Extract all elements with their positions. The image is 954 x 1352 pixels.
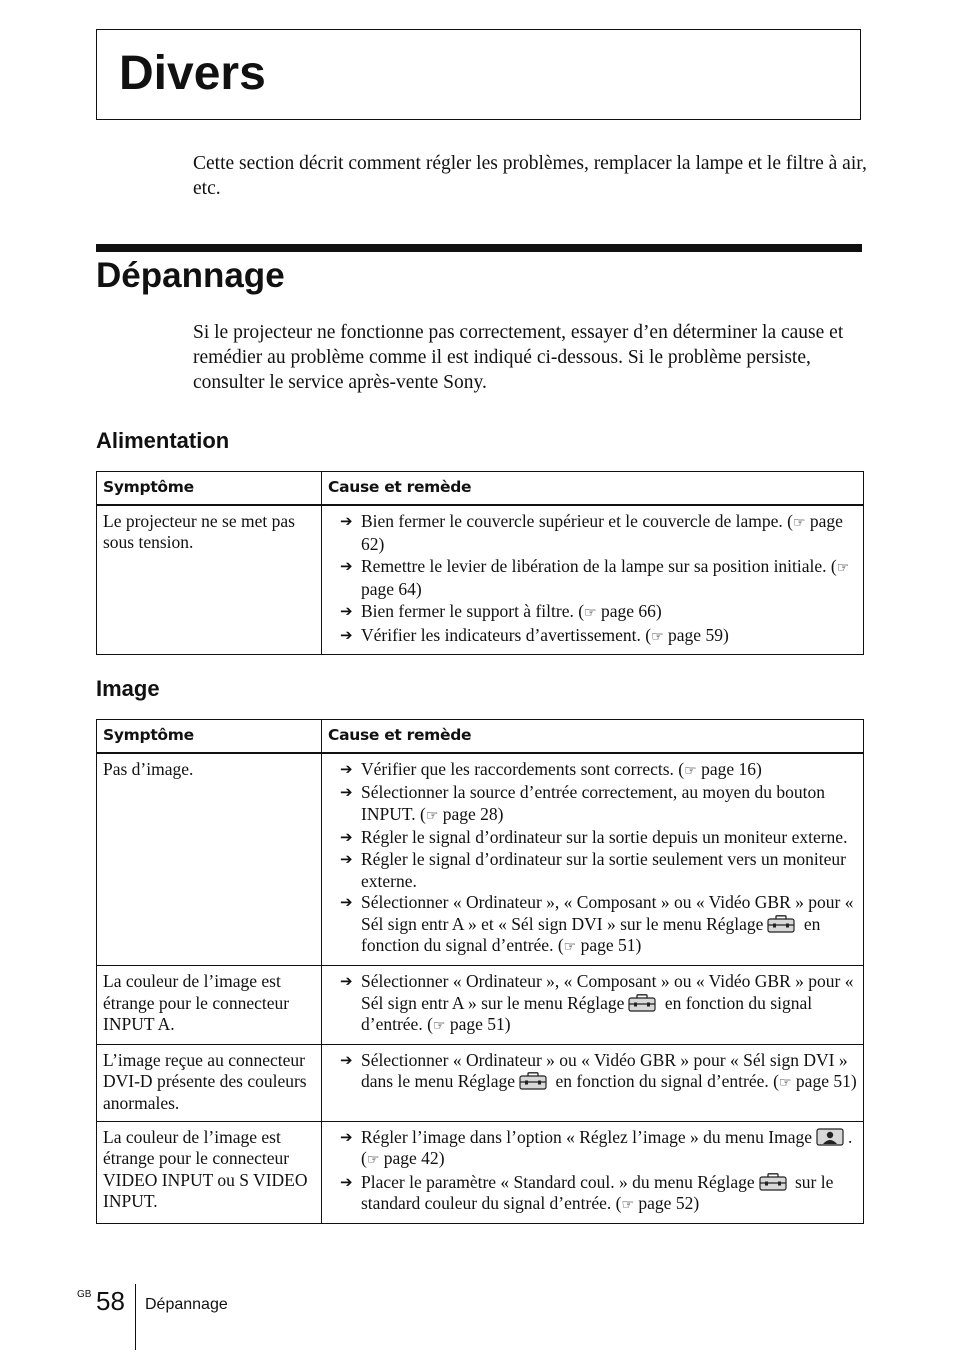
setup-menu-icon <box>759 1173 787 1191</box>
remedy-text: ) <box>415 579 422 600</box>
remedy-text: en fonction du signal d’entrée. ( <box>551 1071 779 1092</box>
remedy-item <box>340 1127 857 1172</box>
arrow-icon: ➔ <box>340 759 353 778</box>
remedy-text: Sélectionner la source d’entrée correctement, au moyen du bouton INPUT. ( <box>361 782 826 824</box>
remedy-text: ) <box>755 758 762 779</box>
remedy-text: Régler le signal d’ordinateur sur la sortie seulement vers un moniteur externe. <box>361 848 847 891</box>
page-reference-icon: ☞ <box>584 604 597 621</box>
remedy-text: Régler le signal d’ordinateur sur la sortie depuis un moniteur externe. <box>361 827 848 848</box>
arrow-icon: ➔ <box>340 601 353 620</box>
arrow-icon: ➔ <box>340 556 353 575</box>
page-reference: page 66 <box>600 600 656 621</box>
remedy-text: Sélectionner « Ordinateur », « Composant » ou « Vidéo GBR » pour « Sél sign entr A » sur le menu Réglage <box>361 970 854 1013</box>
page-reference-icon: ☞ <box>563 939 577 956</box>
remedy-item <box>340 849 857 892</box>
remedy-text: . ( <box>361 1126 853 1169</box>
page-reference-icon: ☞ <box>836 559 850 576</box>
setup-menu-icon <box>628 994 656 1012</box>
cause-cell <box>322 965 864 1044</box>
table-header-row <box>97 720 864 753</box>
subsection-heading-alimentation: Alimentation <box>96 428 230 453</box>
remedy-text: Placer le paramètre « Standard coul. » du menu Réglage <box>361 1171 755 1192</box>
remedy-text: ) <box>693 1193 700 1214</box>
remedy-text: Sélectionner « Ordinateur », « Composant » ou « Vidéo GBR » pour « Sél sign entr A » et « Sél sign DVI » sur le menu Réglage <box>361 892 854 934</box>
arrow-icon: ➔ <box>340 828 353 847</box>
footer-divider <box>135 1284 136 1350</box>
troubleshooting-table-image <box>96 719 864 1224</box>
remedy-text: Vérifier les indicateurs d’avertissement. ( <box>361 624 652 645</box>
remedy-text: Sélectionner « Ordinateur » ou « Vidéo GBR » pour « Sél sign DVI » dans le menu Réglage <box>361 1049 848 1092</box>
arrow-icon: ➔ <box>340 849 353 868</box>
remedy-text: Remettre le levier de libération de la lampe sur sa position initiale. ( <box>361 555 837 576</box>
page-reference: page 51 <box>449 1014 505 1035</box>
setup-menu-icon <box>767 915 795 933</box>
remedy-text: sur le standard couleur du signal d’entrée. ( <box>361 1171 834 1214</box>
remedy-text: en fonction du signal d’entrée. ( <box>361 913 821 956</box>
cause-cell <box>322 1044 864 1121</box>
page-reference-icon: ☞ <box>684 762 697 779</box>
remedy-text: ) <box>497 803 504 824</box>
column-header-symptom: Symptôme <box>97 720 322 753</box>
column-header-symptom: Symptôme <box>97 472 322 505</box>
symptom-cell: Le projecteur ne se met pas sous tension. <box>97 505 322 655</box>
symptom-cell: La couleur de l’image est étrange pour le connecteur VIDEO INPUT ou S VIDEO INPUT. <box>97 1121 322 1223</box>
page-reference: page 59 <box>668 624 723 645</box>
remedy-item <box>340 759 857 783</box>
symptom-cell: Pas d’image. <box>97 753 322 966</box>
page-reference: page 52 <box>638 1193 694 1214</box>
page-reference: page 62 <box>361 510 843 555</box>
remedy-item <box>340 556 857 601</box>
footer-region-code: GB <box>77 1289 92 1300</box>
remedy-text: ) <box>850 1071 857 1092</box>
subsection-heading-image: Image <box>96 676 160 701</box>
remedy-text: ) <box>438 1148 445 1169</box>
remedy-item <box>340 827 857 849</box>
arrow-icon: ➔ <box>340 1172 353 1191</box>
table-row <box>97 505 864 655</box>
remedy-text: ) <box>655 600 662 621</box>
section-paragraph: Si le projecteur ne fonctionne pas correctement, essayer d’en déterminer la cause et remédier au problème comme il est indiqué ci-dessous. Si le problème persiste, consulter le service après-vente Sony. <box>193 322 844 393</box>
page-reference-icon: ☞ <box>792 514 806 531</box>
page-reference-icon: ☞ <box>778 1075 792 1092</box>
remedy-item <box>340 601 857 625</box>
page-reference: page 42 <box>383 1148 439 1169</box>
table-row <box>97 965 864 1044</box>
table-row <box>97 1044 864 1121</box>
arrow-icon: ➔ <box>340 625 353 644</box>
picture-menu-icon <box>816 1128 844 1146</box>
chapter-title-box <box>96 29 861 120</box>
section-rule <box>96 244 862 252</box>
arrow-icon: ➔ <box>340 1050 353 1069</box>
page-reference-icon: ☞ <box>432 1018 446 1035</box>
symptom-cell: L’image reçue au connecteur DVI-D présente des couleurs anormales. <box>97 1044 322 1121</box>
table-header-row <box>97 472 864 505</box>
page-reference: page 28 <box>442 803 498 824</box>
remedy-text: ) <box>722 624 729 645</box>
page-reference: page 64 <box>361 579 416 600</box>
remedy-text: ) <box>504 1014 511 1035</box>
remedy-text: Régler l’image dans l’option « Réglez l’image » du menu Image <box>361 1126 812 1147</box>
chapter-intro: Cette section décrit comment régler les problèmes, remplacer la lampe et le filtre à air, etc. <box>193 153 867 199</box>
arrow-icon: ➔ <box>340 971 353 990</box>
table-row <box>97 753 864 966</box>
setup-menu-icon <box>519 1072 547 1090</box>
cause-cell <box>322 753 864 966</box>
remedy-text: en fonction du signal d’entrée. ( <box>361 992 813 1035</box>
remedy-text: Bien fermer le couvercle supérieur et le couvercle de lampe. ( <box>361 510 793 531</box>
remedy-item <box>340 1172 857 1217</box>
remedy-item <box>340 511 857 556</box>
column-header-cause: Cause et remède <box>322 472 864 505</box>
troubleshooting-table-alimentation <box>96 471 864 655</box>
column-header-cause: Cause et remède <box>322 720 864 753</box>
cause-cell <box>322 1121 864 1223</box>
footer-section-name: Dépannage <box>145 1296 228 1313</box>
footer-page-number: 58 <box>96 1286 125 1316</box>
section-heading: Dépannage <box>96 256 285 295</box>
arrow-icon: ➔ <box>340 783 353 802</box>
remedy-item <box>340 1050 857 1095</box>
remedy-text: ) <box>635 935 642 956</box>
page-reference-icon: ☞ <box>621 1197 635 1214</box>
table-row <box>97 1121 864 1223</box>
page-reference-icon: ☞ <box>425 807 439 824</box>
remedy-item <box>340 625 857 649</box>
remedy-item <box>340 782 857 827</box>
arrow-icon: ➔ <box>340 1127 353 1146</box>
page-reference: page 51 <box>795 1071 851 1092</box>
remedy-item <box>340 971 857 1038</box>
page-reference: page 51 <box>580 935 636 956</box>
arrow-icon: ➔ <box>340 893 353 912</box>
chapter-title: Divers <box>119 47 266 100</box>
remedy-text: Bien fermer le support à filtre. ( <box>361 600 585 621</box>
page-reference: page 16 <box>701 758 756 779</box>
remedy-item <box>340 892 857 959</box>
arrow-icon: ➔ <box>340 511 353 530</box>
cause-cell <box>322 505 864 655</box>
remedy-text: Vérifier que les raccordements sont corrects. ( <box>361 758 685 779</box>
remedy-text: ) <box>378 534 385 555</box>
symptom-cell: La couleur de l’image est étrange pour le connecteur INPUT A. <box>97 965 322 1044</box>
page-reference-icon: ☞ <box>366 1152 380 1169</box>
page-reference-icon: ☞ <box>651 628 664 645</box>
